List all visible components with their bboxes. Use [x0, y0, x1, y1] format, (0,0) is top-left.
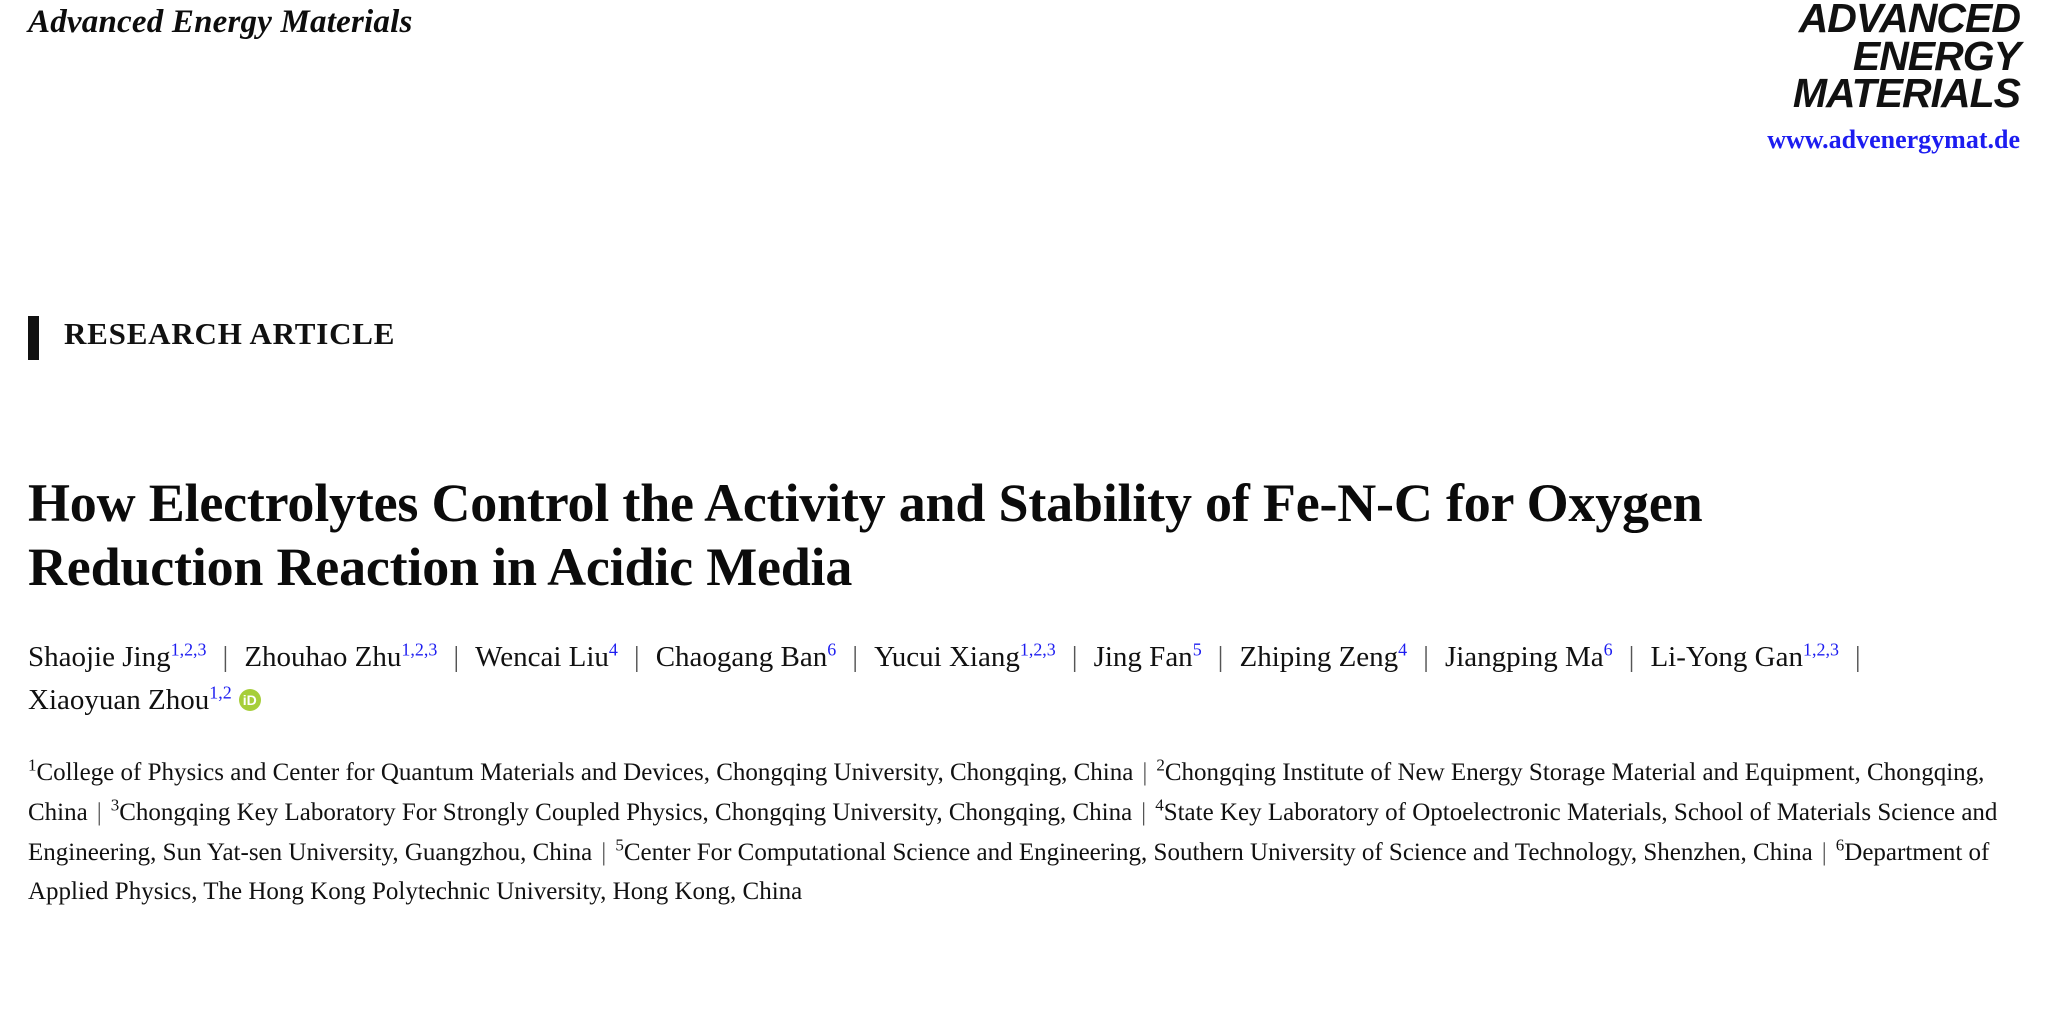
author-affiliation-marker: 5 — [1192, 638, 1202, 659]
author-separator: | — [1628, 640, 1635, 673]
author-name — [874, 638, 1056, 673]
author-name — [655, 638, 837, 673]
author-label: Xiaoyuan Zhou — [28, 684, 210, 717]
affiliation-text: State Key Laboratory of Optoelectronic Materials, School of Materials Science and Engineering, Sun Yat-sen University, Guangzhou, China — [28, 799, 1998, 867]
author-affiliation-marker: 1,2,3 — [401, 638, 438, 659]
article-type-label: RESEARCH ARTICLE — [64, 316, 396, 351]
author-name — [1650, 638, 1839, 673]
affiliation-index: 5 — [615, 835, 624, 855]
page-header — [28, 0, 2020, 170]
affiliation-item — [28, 755, 1134, 786]
affiliation-text: Chongqing Key Laboratory For Strongly Coupled Physics, Chongqing University, Chongqing, China — [119, 799, 1133, 827]
affiliation-index: 3 — [110, 795, 120, 815]
journal-brand-block — [1767, 0, 2020, 155]
author-separator: | — [222, 640, 229, 673]
author-name — [1093, 638, 1202, 673]
journal-logo-line-1: ADVANCED — [1798, 0, 2020, 41]
affiliation-text: Department of Applied Physics, The Hong Kong Polytechnic University, Hong Kong, China — [28, 839, 1990, 905]
author-separator: | — [852, 640, 859, 673]
author-separator: | — [1854, 640, 1861, 673]
affiliation-list — [28, 753, 2018, 912]
author-name — [1239, 638, 1408, 673]
author-name — [244, 638, 438, 673]
author-affiliation-marker: 1,2,3 — [170, 638, 207, 659]
author-label: Jiangping Ma — [1444, 640, 1604, 673]
author-affiliation-marker: 1,2,3 — [1802, 638, 1839, 659]
affiliation-separator: | — [1821, 839, 1827, 867]
affiliation-separator: | — [1141, 799, 1147, 827]
affiliation-text: College of Physics and Center for Quantum Materials and Devices, Chongqing University, Chongqing, China — [36, 758, 1134, 786]
author-label: Yucui Xiang — [874, 640, 1020, 673]
author-label: Zhiping Zeng — [1239, 640, 1399, 673]
author-affiliation-marker: 6 — [827, 638, 837, 659]
author-label: Jing Fan — [1093, 640, 1193, 673]
affiliation-separator: | — [601, 839, 607, 867]
author-name — [1444, 638, 1613, 673]
affiliation-index: 2 — [1156, 755, 1165, 775]
author-separator: | — [633, 640, 640, 673]
author-separator: | — [1071, 640, 1078, 673]
author-name — [28, 638, 207, 673]
author-list — [28, 636, 2020, 723]
journal-logo-line-3: MATERIALS — [1792, 70, 2020, 117]
page-title: How Electrolytes Control the Activity and Stability of Fe-N-C for Oxygen Reduction Reaction in Acidic Media — [28, 473, 1703, 597]
affiliation-index: 4 — [1155, 795, 1164, 815]
author-affiliation-marker: 4 — [1398, 638, 1408, 659]
author-affiliation-marker: 4 — [608, 638, 618, 659]
author-name — [28, 684, 261, 716]
affiliation-index: 1 — [28, 755, 37, 775]
affiliation-separator: | — [96, 799, 102, 827]
author-name — [475, 638, 618, 673]
journal-logo-line-2: ENERGY — [1852, 32, 2020, 79]
journal-website-link[interactable]: www.advenergymat.de — [1767, 125, 2020, 155]
author-separator: | — [453, 640, 460, 673]
affiliation-index: 6 — [1835, 835, 1845, 855]
author-affiliation-marker: 6 — [1603, 638, 1613, 659]
article-type-bar — [28, 316, 39, 360]
author-separator: | — [1423, 640, 1429, 673]
author-label: Wencai Liu — [475, 640, 609, 673]
author-label: Chaogang Ban — [655, 640, 828, 673]
affiliation-item — [110, 795, 1133, 827]
orcid-icon[interactable] — [239, 689, 261, 711]
journal-running-head: Advanced Energy Materials — [28, 4, 413, 40]
author-label: Shaojie Jing — [28, 640, 171, 673]
author-label: Zhouhao Zhu — [244, 640, 402, 673]
article-type — [28, 314, 2020, 364]
affiliation-text: Center For Computational Science and Engineering, Southern University of Science and Technology, Shenzhen, China — [623, 839, 1813, 867]
author-affiliation-marker: 1,2,3 — [1019, 638, 1056, 659]
affiliation-item — [615, 835, 1813, 867]
affiliation-separator: | — [1142, 758, 1148, 786]
affiliation-text: Chongqing Institute of New Energy Storage Material and Equipment, Chongqing, China — [28, 758, 1985, 827]
author-separator: | — [1217, 640, 1224, 673]
author-label: Li-Yong Gan — [1650, 640, 1803, 673]
journal-logo — [1767, 0, 2020, 117]
author-affiliation-marker: 1,2 — [209, 682, 232, 703]
